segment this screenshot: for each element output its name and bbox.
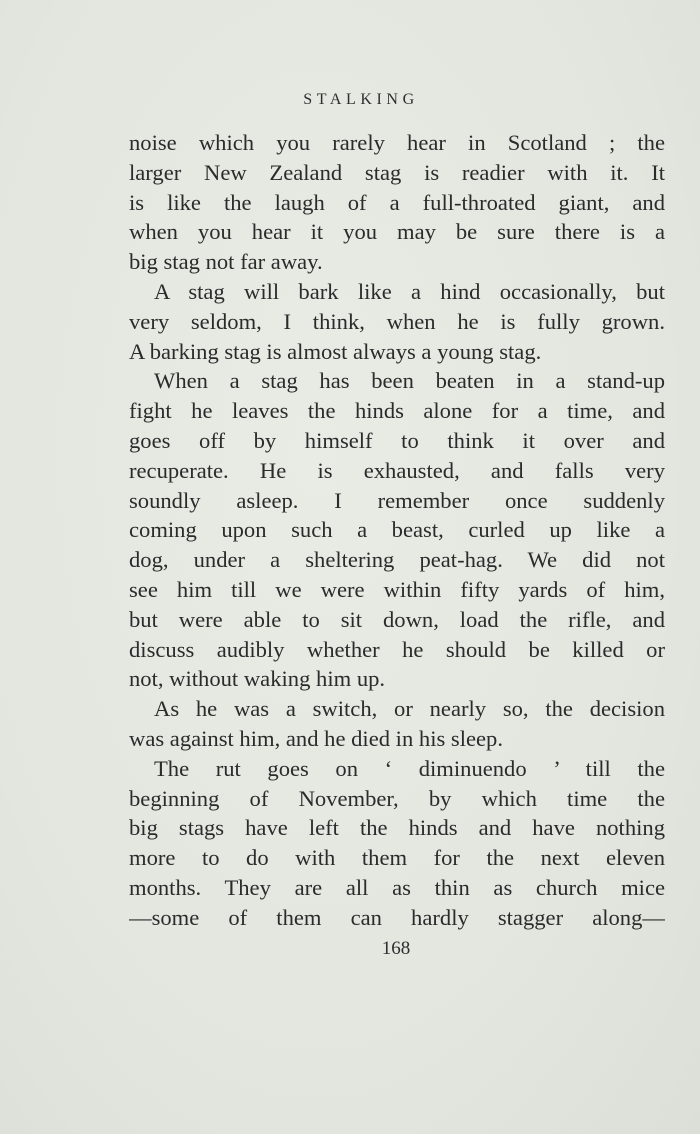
text-line: goes off by himself to think it over and — [129, 427, 665, 453]
text-line: dog, under a sheltering peat-hag. We did not — [129, 547, 665, 573]
paragraph — [129, 754, 665, 933]
text-line: was against him, and he died in his sleep. — [129, 725, 503, 751]
text-line: is like the laugh of a full-throated giant, and — [129, 189, 665, 215]
text-line: larger New Zealand stag is readier with it. It — [129, 159, 665, 185]
text-line: A stag will bark like a hind occasionally, but — [154, 278, 665, 304]
text-line: see him till we were within fifty yards of him, — [129, 576, 665, 602]
text-line: big stag not far away. — [129, 249, 323, 275]
body-text — [129, 128, 665, 933]
page-number: 168 — [381, 938, 411, 959]
text-line: —some of them can hardly stagger along— — [129, 904, 665, 930]
text-line: beginning of November, by which time the — [129, 785, 665, 811]
text-line: fight he leaves the hinds alone for a time, and — [129, 398, 665, 424]
text-line: when you hear it you may be sure there is a — [129, 219, 665, 245]
text-line: but were able to sit down, load the rifle, and — [129, 606, 665, 632]
text-line: months. They are all as thin as church mice — [129, 874, 665, 900]
text-line: discuss audibly whether he should be killed or — [129, 636, 665, 662]
text-line: The rut goes on ‘ diminuendo ’ till the — [154, 755, 665, 781]
text-line: coming upon such a beast, curled up like a — [129, 517, 665, 543]
text-line: noise which you rarely hear in Scotland ; the — [129, 130, 665, 155]
paragraph — [129, 128, 665, 277]
text-line: big stags have left the hinds and have nothing — [129, 815, 665, 841]
text-line: more to do with them for the next eleven — [129, 845, 665, 871]
paragraph — [129, 694, 665, 754]
text-line: recuperate. He is exhausted, and falls very — [129, 457, 665, 483]
paragraph — [129, 277, 665, 366]
text-line: very seldom, I think, when he is fully grown. — [129, 308, 665, 334]
text-line: As he was a switch, or nearly so, the decision — [154, 696, 665, 722]
running-head: STALKING — [303, 91, 419, 108]
text-line: When a stag has been beaten in a stand-up — [154, 368, 665, 394]
paragraph — [129, 366, 665, 694]
text-line: not, without waking him up. — [129, 666, 386, 692]
text-line: soundly asleep. I remember once suddenly — [129, 487, 665, 513]
text-line: A barking stag is almost always a young stag. — [129, 338, 542, 364]
